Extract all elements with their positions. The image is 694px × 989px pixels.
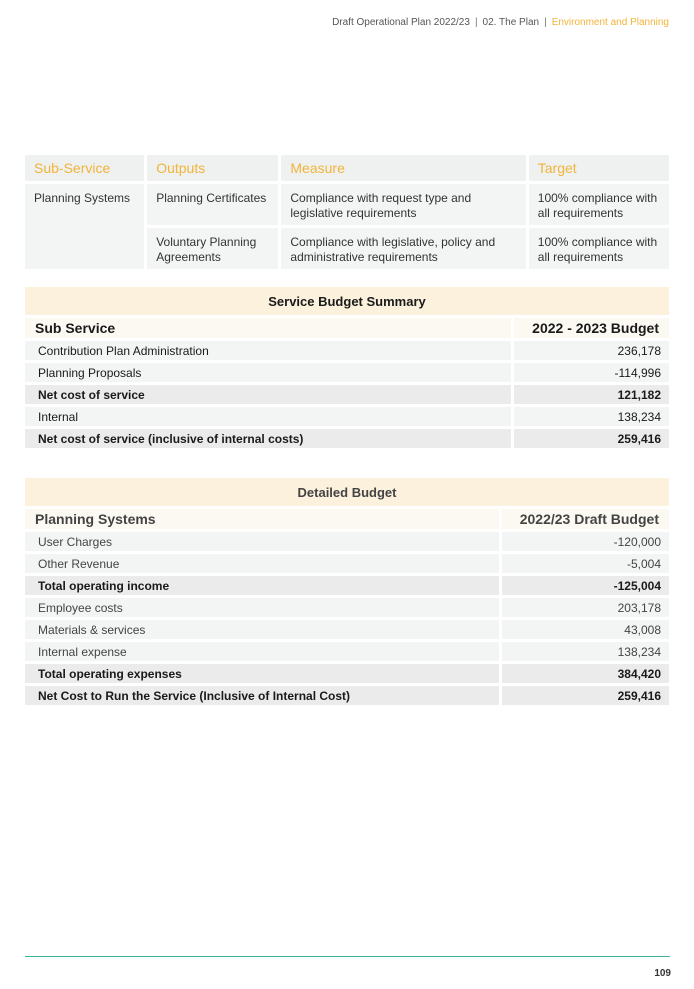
header-subsection: Environment and Planning <box>551 17 669 28</box>
row-label: Total operating income <box>25 576 499 595</box>
col-header-target: Target <box>529 155 669 181</box>
row-value: 236,178 <box>514 341 669 360</box>
row-label: Contribution Plan Administration <box>25 341 511 360</box>
table-row <box>25 686 669 705</box>
row-value: -114,996 <box>514 363 669 382</box>
target-cell: 100% compliance with all requirements <box>529 184 669 225</box>
row-label: User Charges <box>25 532 499 551</box>
row-label: Net cost of service <box>25 385 511 404</box>
table-row <box>25 576 669 595</box>
col-header-measure: Measure <box>281 155 525 181</box>
footer-divider <box>25 956 670 957</box>
row-value: -125,004 <box>502 576 669 595</box>
row-label: Employee costs <box>25 598 499 617</box>
outputs-header-row <box>25 155 669 181</box>
table-row <box>25 554 669 573</box>
output-cell: Voluntary Planning Agreements <box>147 228 278 269</box>
table-row <box>25 642 669 661</box>
row-value: 203,178 <box>502 598 669 617</box>
row-label: Internal <box>25 407 511 426</box>
row-value: -5,004 <box>502 554 669 573</box>
table-row <box>25 341 669 360</box>
row-value: 121,182 <box>514 385 669 404</box>
summary-title: Service Budget Summary <box>25 287 669 315</box>
summary-col-sub-service: Sub Service <box>25 318 511 338</box>
service-budget-summary-table <box>22 284 672 451</box>
row-label: Other Revenue <box>25 554 499 573</box>
row-label: Total operating expenses <box>25 664 499 683</box>
row-label: Internal expense <box>25 642 499 661</box>
col-header-outputs: Outputs <box>147 155 278 181</box>
row-value: -120,000 <box>502 532 669 551</box>
header-separator: | <box>474 17 478 28</box>
table-row <box>25 407 669 426</box>
col-header-sub-service: Sub-Service <box>25 155 144 181</box>
row-value: 384,420 <box>502 664 669 683</box>
row-value: 138,234 <box>502 642 669 661</box>
row-value: 43,008 <box>502 620 669 639</box>
detailed-col-draft-budget: 2022/23 Draft Budget <box>502 509 669 529</box>
page-number: 109 <box>654 968 671 979</box>
header-separator: | <box>544 17 547 28</box>
header-doc-title: Draft Operational Plan 2022/23 <box>332 17 470 28</box>
row-value: 259,416 <box>502 686 669 705</box>
table-row <box>25 429 669 448</box>
row-label: Net cost of service (inclusive of internal costs) <box>25 429 511 448</box>
row-value: 259,416 <box>514 429 669 448</box>
sub-service-cell: Planning Systems <box>25 184 144 269</box>
table-row <box>25 184 669 225</box>
table-row <box>25 385 669 404</box>
table-row <box>25 664 669 683</box>
target-cell: 100% compliance with all requirements <box>529 228 669 269</box>
row-label: Net Cost to Run the Service (Inclusive of Internal Cost) <box>25 686 499 705</box>
detailed-header-row <box>25 509 669 529</box>
detailed-title: Detailed Budget <box>25 478 669 506</box>
measure-cell: Compliance with legislative, policy and administrative requirements <box>281 228 525 269</box>
row-value: 138,234 <box>514 407 669 426</box>
summary-col-budget: 2022 - 2023 Budget <box>514 318 669 338</box>
output-cell: Planning Certificates <box>147 184 278 225</box>
table-row <box>25 620 669 639</box>
detailed-col-planning-systems: Planning Systems <box>25 509 499 529</box>
outputs-table <box>22 152 672 272</box>
header-section: 02. The Plan <box>482 17 540 28</box>
row-label: Planning Proposals <box>25 363 511 382</box>
measure-cell: Compliance with request type and legislative requirements <box>281 184 525 225</box>
table-row <box>25 532 669 551</box>
table-row <box>25 598 669 617</box>
row-label: Materials & services <box>25 620 499 639</box>
detailed-budget-table <box>22 475 672 708</box>
summary-header-row <box>25 318 669 338</box>
page-header <box>332 17 669 28</box>
table-row <box>25 363 669 382</box>
